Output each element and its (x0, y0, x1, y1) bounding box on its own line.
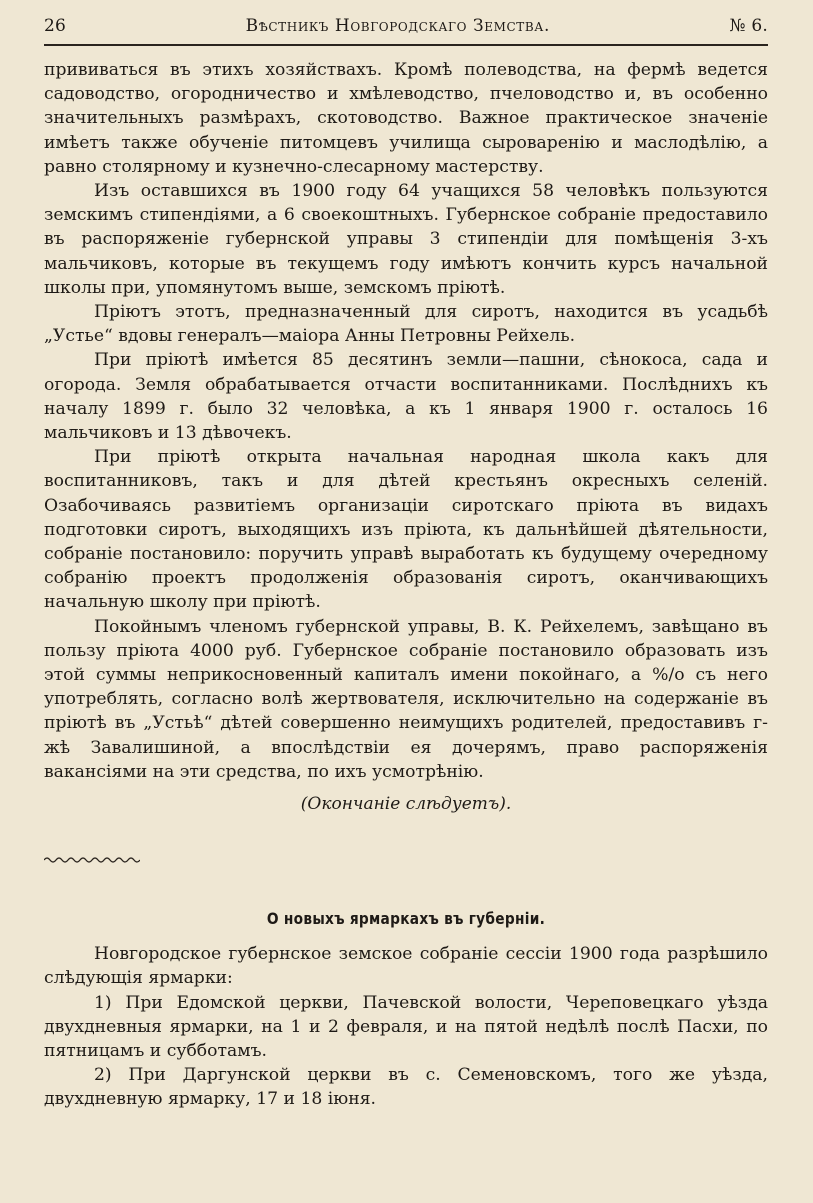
paragraph: При пріютѣ открыта начальная народная школа какъ для воспитанниковъ, такъ и для дѣтей крестьянъ окресныхъ селеній. Озабочиваясь развитіемъ организаціи сиротскаго пріюта въ видахъ подготовки сиротъ, выходящихъ изъ пріюта, къ дальнѣйшей дѣятельности, собраніе постановило: поручить управѣ выработать къ будущему очередному собранію проектъ продолженія образованія сиротъ, оканчивающихъ начальную школу при пріютѣ. (44, 447, 768, 613)
paragraph: 2) При Даргунской церкви въ с. Семеновскомъ, того же уѣзда, двухдневную ярмарку, 17 и 18 іюня. (44, 1065, 768, 1110)
journal-title: Вѣстникъ Новгородскаго Земства. (245, 16, 550, 36)
page-header (44, 14, 768, 46)
paragraph: При пріютѣ имѣется 85 десятинъ земли—пашни, сѣнокоса, сада и огорода. Земля обрабатывается отчасти воспитанниками. Послѣднихъ къ началу 1899 г. было 32 человѣка, а къ 1 января 1900 г. осталось 16 мальчиковъ и 13 дѣвочекъ. (44, 350, 768, 444)
issue-number: № 6. (729, 16, 768, 36)
continuation-note: (Окончаніе слѣдуетъ). (300, 794, 512, 815)
document-page (44, 14, 768, 1112)
paragraph: Изъ оставшихся въ 1900 году 64 учащихся 58 человѣкъ пользуются земскимъ стипендіями, а 6 своекоштныхъ. Губернское собраніе предоставило въ распоряженіе губернской управы 3 стипендіи для помѣщенія 3-хъ мальчиковъ, которые въ текущемъ году имѣютъ кончить курсъ начальной школы при, упомянутомъ выше, земскомъ пріютѣ. (44, 181, 768, 298)
section-title: О новыхъ ярмаркахъ въ губерніи. (266, 909, 546, 929)
paragraph: Покойнымъ членомъ губернской управы, В. К. Рейхелемъ, завѣщано въ пользу пріюта 4000 руб. Губернское собраніе постановило образовать изъ этой суммы неприкосновенный капиталъ имени покойнаго, а %/о съ него употреблять, согласно волѣ жертвователя, исключительно на содержаніе въ пріютѣ въ „Устьѣ“ дѣтей совершенно неимущихъ родителей, предоставивъ г-жѣ Завалишиной, а впослѣдствіи ея дочерямъ, право распоряженія вакансіями на эти средства, по ихъ усмотрѣнію. (44, 616, 768, 782)
paragraph: 1) При Едомской церкви, Пачевской волости, Череповецкаго уѣзда двухдневныя ярмарки, на 1 и 2 февраля, и на пятой недѣлѣ послѣ Пасхи, по пятницамъ и субботамъ. (44, 992, 768, 1061)
paragraph: Пріютъ этотъ, предназначенный для сиротъ, находится въ усадьбѣ „Устье“ вдовы генералъ—маіора Анны Петровны Рейхель. (44, 302, 768, 347)
paragraph: Новгородское губернское земское собраніе сессіи 1900 года разрѣшило слѣдующія ярмарки: (44, 944, 768, 989)
article-fairs (44, 942, 768, 1111)
paragraph: прививаться въ этихъ хозяйствахъ. Кромѣ полеводства, на фермѣ ведется садоводство, огородничество и хмѣлеводство, пчеловодство и, въ особенно значительныхъ размѣрахъ, скотоводство. Важное практическое значеніе имѣетъ также обученіе питомцевъ училища сыроваренію и маслодѣлію, а равно столярному и кузнечно-слесарному мастерству. (44, 60, 768, 177)
page-number: 26 (44, 16, 67, 36)
article-orphanage (44, 58, 768, 784)
wavy-divider (44, 856, 140, 864)
